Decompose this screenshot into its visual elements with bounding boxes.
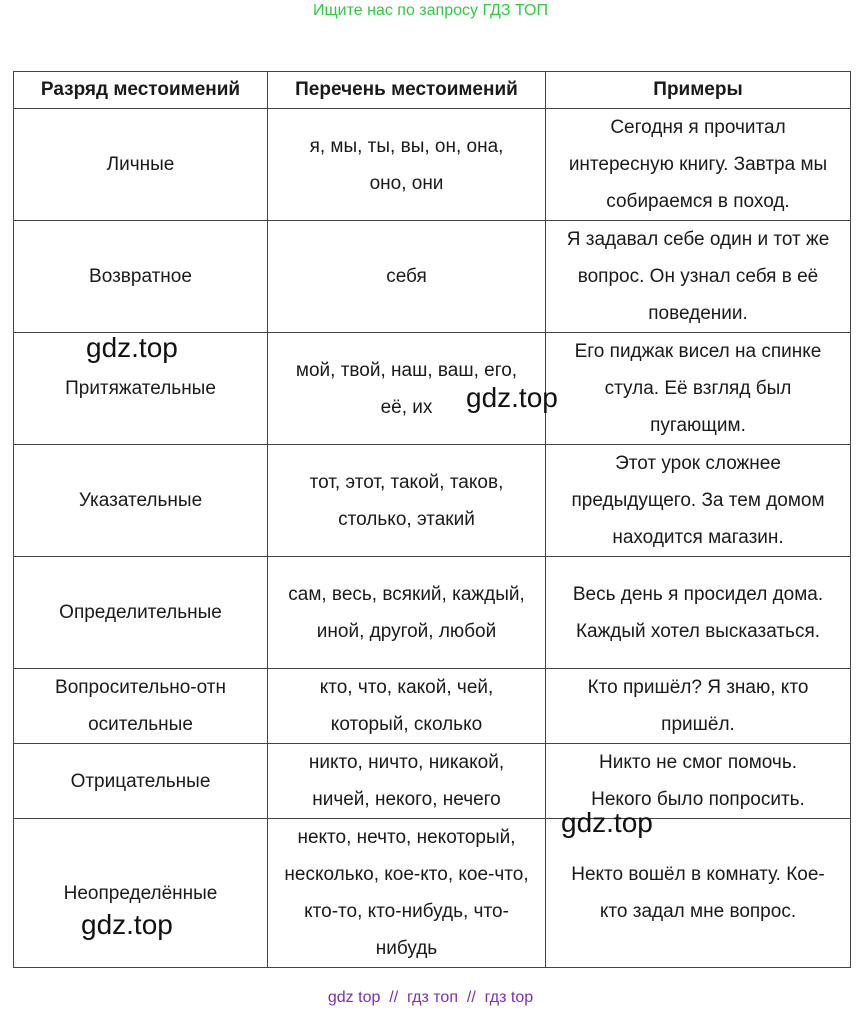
table-row	[14, 557, 851, 669]
example-text: Весь день я просидел дома. Каждый хотел высказаться.	[572, 583, 824, 642]
list-text: никто, ничто, никакой, ничей, некого, нечего	[308, 752, 505, 810]
list-text: тот, этот, такой, таков, столько, этакий	[309, 471, 504, 530]
example-text: Никто не смог помочь. Некого было попросить.	[591, 752, 805, 810]
table-header-row	[14, 72, 851, 109]
example-cell	[546, 557, 851, 669]
example-cell	[546, 669, 851, 744]
table-row	[14, 819, 851, 968]
category-cell: Определительные	[14, 557, 268, 669]
example-text: Его пиджак висел на спинке стула. Её взгляд был пугающим.	[574, 341, 822, 436]
category-cell: Указательные	[14, 445, 268, 557]
header-examples: Примеры	[546, 72, 851, 109]
category-cell	[14, 669, 268, 744]
example-text: Я задавал себе один и тот же вопрос. Он узнал себя в её поведении.	[566, 229, 830, 324]
top-banner: Ищите нас по запросу ГДЗ ТОП	[313, 2, 548, 19]
example-cell	[546, 221, 851, 333]
list-cell	[268, 744, 546, 819]
example-text: Кто пришёл? Я знаю, кто пришёл.	[587, 677, 809, 735]
header-category: Разряд местоимений	[14, 72, 268, 109]
list-text: некто, нечто, некоторый, несколько, кое-кто, кое-что, кто-то, кто-нибудь, что-нибудь	[284, 827, 529, 959]
category-cell: Возвратное	[14, 221, 268, 333]
list-text: я, мы, ты, вы, он, она, оно, они	[309, 135, 504, 194]
table-row	[14, 669, 851, 744]
example-cell	[546, 333, 851, 445]
category-cell: Притяжательные	[14, 333, 268, 445]
list-text: сам, весь, всякий, каждый, иной, другой, любой	[288, 583, 525, 642]
watermark: gdz.top	[86, 332, 178, 363]
footer-links: gdz top // гдз топ // гдз top	[327, 989, 534, 1006]
header-list: Перечень местоимений	[268, 72, 546, 109]
table-row	[14, 221, 851, 333]
example-cell	[546, 819, 851, 968]
example-text: Этот урок сложнее предыдущего. За тем домом находится магазин.	[571, 453, 825, 548]
example-cell	[546, 109, 851, 221]
list-cell	[268, 445, 546, 557]
example-text: Сегодня я прочитал интересную книгу. Завтра мы собираемся в поход.	[568, 117, 828, 212]
list-text: кто, что, какой, чей, который, сколько	[319, 677, 494, 735]
example-text: Некто вошёл в комнату. Кое-кто задал мне вопрос.	[571, 864, 825, 922]
watermark: gdz.top	[561, 807, 653, 838]
example-cell	[546, 445, 851, 557]
watermark: gdz.top	[466, 382, 558, 413]
list-text: мой, твой, наш, ваш, его, её, их	[295, 359, 518, 418]
table-row	[14, 744, 851, 819]
list-cell	[268, 819, 546, 968]
list-cell	[268, 557, 546, 669]
category-text: Вопросительно-относительные	[55, 677, 226, 735]
category-cell: Отрицательные	[14, 744, 268, 819]
pronoun-table	[13, 71, 851, 968]
table-row	[14, 109, 851, 221]
watermark: gdz.top	[81, 909, 173, 940]
list-cell	[268, 669, 546, 744]
list-cell	[268, 109, 546, 221]
category-cell: Личные	[14, 109, 268, 221]
category-cell: Неопределённые	[14, 819, 268, 968]
list-cell: себя	[268, 221, 546, 333]
table-row	[14, 445, 851, 557]
